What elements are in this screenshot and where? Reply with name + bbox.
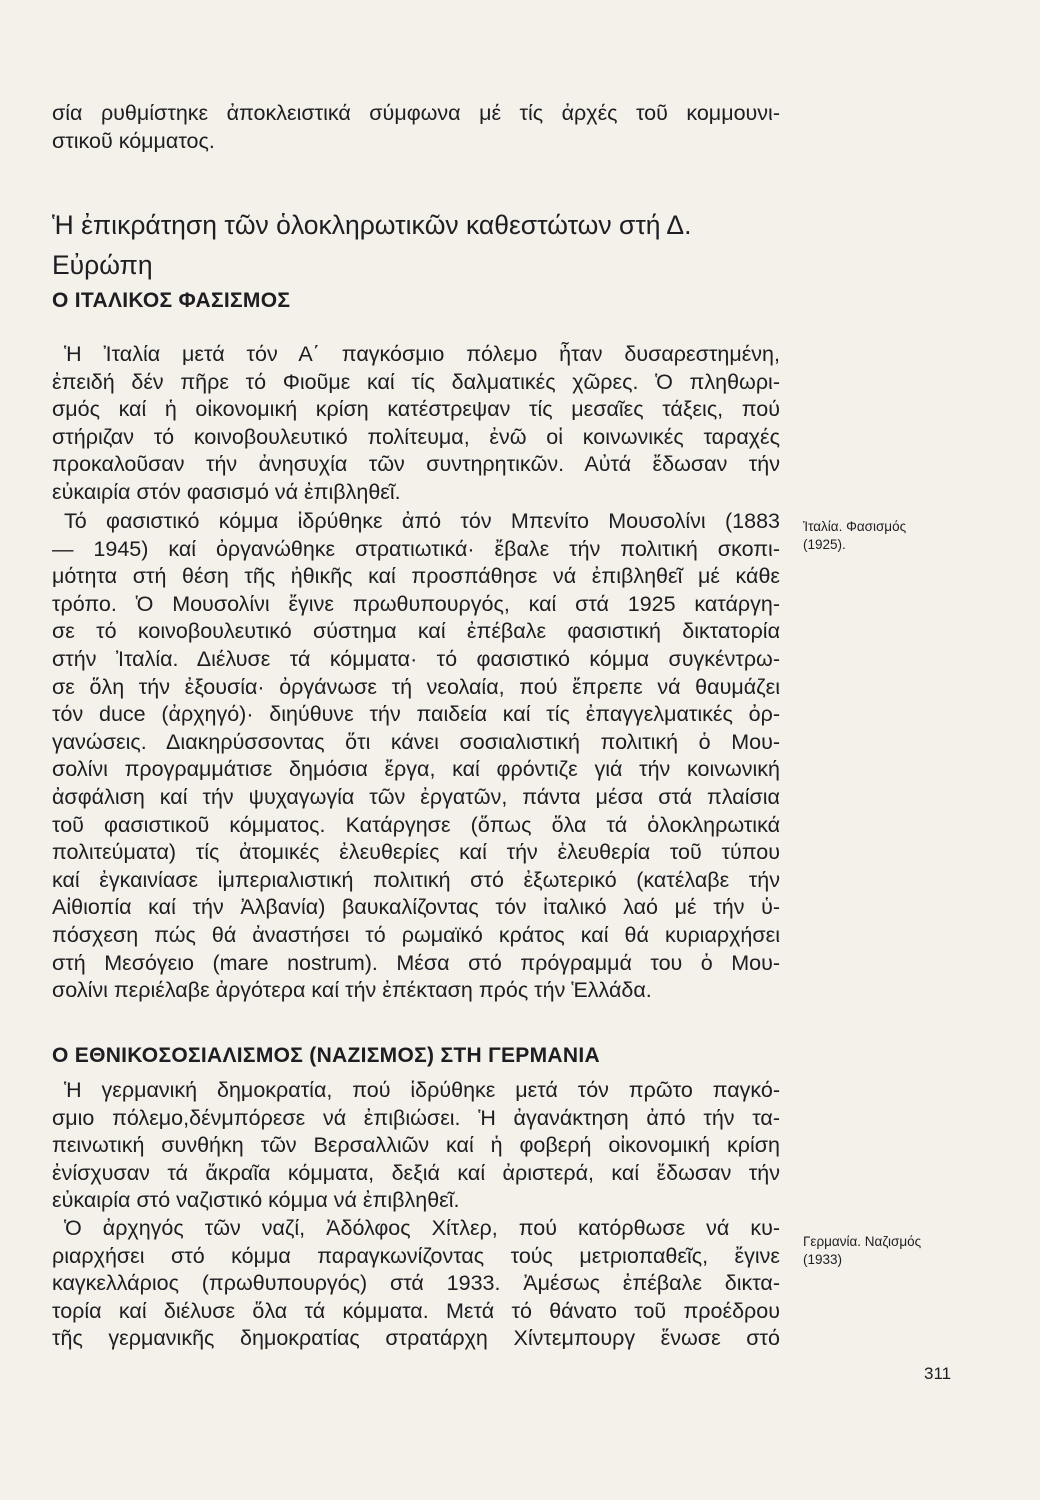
text-line: προκαλοῦσαν τήν ἀνησυχία τῶν συντηρητικῶν. Αὐτά ἔδωσαν τήν [52,452,780,477]
section-title [52,205,780,285]
margin-note-line: Ἰταλία. Φασισμός [803,519,907,534]
italian-fascism-paragraph-2 [52,508,780,1005]
text-line: καί ἐγκαινίασε ἰμπεριαλιστική πολιτική στό ἐξωτερικό (κατέλαβε τήν [52,867,780,892]
subheading: Ο ΕΘΝΙΚΟΣΟΣΙΑΛΙΣΜΟΣ (ΝΑΖΙΣΜΟΣ) ΣΤΗ ΓΕΡΜΑΝΙΑ [52,1044,600,1067]
italian-fascism-paragraph-1 [52,341,780,507]
text-line: ριαρχήσει στό κόμμα παραγκωνίζοντας τούς μετριοπαθεῖς, ἔγινε [52,1243,780,1268]
heading-italian-fascism [52,287,780,315]
subheading: Ο ΙΤΑΛΙΚΟΣ ΦΑΣΙΣΜΟΣ [52,289,291,312]
text-line: Ἡ γερμανική δημοκρατία, πού ἱδρύθηκε μετά τόν πρῶτο παγκό- [64,1078,780,1102]
section-title-line: Εὐρώπη [52,250,153,280]
text-line: σολίνι προγραμμάτισε δημόσια ἔργα, καί φρόντιζε γιά τήν κοινωνική [52,757,780,782]
margin-note-germany [803,1233,1003,1269]
margin-note-line: (1925). [803,537,846,552]
text-line: καγκελλάριος (πρωθυπουργός) στά 1933. Ἀμέσως ἐπέβαλε δικτα- [52,1271,780,1296]
text-line: σία ρυθμίστηκε ἀποκλειστικά σύμφωνα μέ τίς ἀρχές τοῦ κομμουνι- [52,101,780,125]
text-line: γανώσεις. Διακηρύσσοντας ὅτι κάνει σοσιαλιστική πολιτική ὁ Μου- [52,729,780,754]
text-line: σολίνι περιέλαβε ἀργότερα καί τήν ἐπέκταση πρός τήν Ἑλλάδα. [52,978,652,1003]
margin-note-line: Γερμανία. Ναζισμός [803,1234,922,1249]
text-line: στήν Ἰταλία. Διέλυσε τά κόμματα· τό φασιστικό κόμμα συγκέντρω- [52,646,780,671]
text-line: στικοῦ κόμματος. [52,128,215,153]
text-line: στήριζαν τό κοινοβουλευτικό πολίτευμα, ἐνῶ οἱ κοινωνικές ταραχές [52,424,780,449]
text-line: σμιο πόλεμο,δένμπόρεσε νά ἐπιβιώσει. Ἡ ἀγανάκτηση ἀπό τήν τα- [52,1105,780,1130]
text-line: πολιτεύματα) τίς ἀτομικές ἐλευθερίες καί τήν ἐλευθερία τοῦ τύπου [52,840,780,865]
section-title-line: Ἡ ἐπικράτηση τῶν ὁλοκληρωτικῶν καθεστώτων στή Δ. [52,210,692,240]
text-line: τῆς γερμανικῆς δημοκρατίας στρατάρχη Χίντεμπουργ ἕνωσε στό [52,1326,780,1351]
text-line: σε τό κοινοβουλευτικό σύστημα καί ἐπέβαλε φασιστική δικτατορία [52,619,780,644]
text-line: τορία καί διέλυσε ὅλα τά κόμματα. Μετά τό θάνατο τοῦ προέδρου [52,1298,780,1323]
text-line: ἀσφάλιση καί τήν ψυχαγωγία τῶν ἐργατῶν, πάντα μέσα στά πλαίσια [52,784,780,809]
text-line: στή Μεσόγειο (mare nostrum). Μέσα στό πρόγραμμά του ὁ Μου- [52,950,780,975]
intro-paragraph [52,100,780,155]
text-line: Τό φασιστικό κόμμα ἱδρύθηκε ἀπό τόν Μπενίτο Μουσολίνι (1883 [64,509,780,533]
margin-note-line: (1933) [803,1252,843,1267]
text-line: εὐκαιρία στόν φασισμό νά ἐπιβληθεῖ. [52,479,401,504]
page-number: 311 [924,1364,952,1383]
heading-nazism [52,1042,780,1070]
text-line: εὐκαιρία στό ναζιστικό κόμμα νά ἐπιβληθεῖ. [52,1188,460,1213]
text-line: Ἡ Ἰταλία μετά τόν Α΄ παγκόσμιο πόλεμο ἦταν δυσαρεστημένη, [64,342,780,366]
text-line: τρόπο. Ὁ Μουσολίνι ἔγινε πρωθυπουργός, καί στά 1925 κατάργη- [52,591,780,616]
text-line: τόν duce (ἀρχηγό)· διηύθυνε τήν παιδεία καί τίς ἐπαγγελματικές ὀρ- [52,702,780,727]
text-line: πεινωτική συνθήκη τῶν Βερσαλλιῶν καί ἡ φοβερή οἰκονομική κρίση [52,1133,780,1158]
text-line: Ὁ ἀρχηγός τῶν ναζί, Ἀδόλφος Χίτλερ, πού κατόρθωσε νά κυ- [64,1216,780,1240]
text-line: Αἰθιοπία καί τήν Ἀλβανία) βαυκαλίζοντας τόν ἰταλικό λαό μέ τήν ὑ- [52,895,780,920]
text-line: — 1945) καί ὀργανώθηκε στρατιωτικά· ἔβαλε τήν πολιτική σκοπι- [52,536,780,561]
text-line: τοῦ φασιστικοῦ κόμματος. Κατάργησε (ὅπως ὅλα τά ὁλοκληρωτικά [52,812,780,837]
margin-note-italy [803,518,1003,554]
nazism-paragraph-1 [52,1077,780,1215]
text-line: ἐνίσχυσαν τά ἄκραῖα κόμματα, δεξιά καί ἀριστερά, καί ἔδωσαν τήν [52,1160,780,1185]
nazism-paragraph-2 [52,1215,780,1353]
text-line: σε ὅλη τήν ἐξουσία· ὀργάνωσε τή νεολαία, πού ἔπρεπε νά θαυμάζει [52,674,780,699]
text-line: ἐπειδή δέν πῆρε τό Φιοῦμε καί τίς δαλματικές χῶρες. Ὁ πληθωρι- [52,369,780,394]
text-line: μότητα στή θέση τῆς ἠθικῆς καί προσπάθησε νά ἐπιβληθεῖ μέ κάθε [52,564,780,589]
text-line: πόσχεση πώς θά ἀναστήσει τό ρωμαϊκό κράτος καί θά κυριαρχήσει [52,922,780,947]
text-line: σμός καί ἡ οἰκονομική κρίση κατέστρεψαν τίς μεσαῖες τάξεις, πού [52,397,780,422]
